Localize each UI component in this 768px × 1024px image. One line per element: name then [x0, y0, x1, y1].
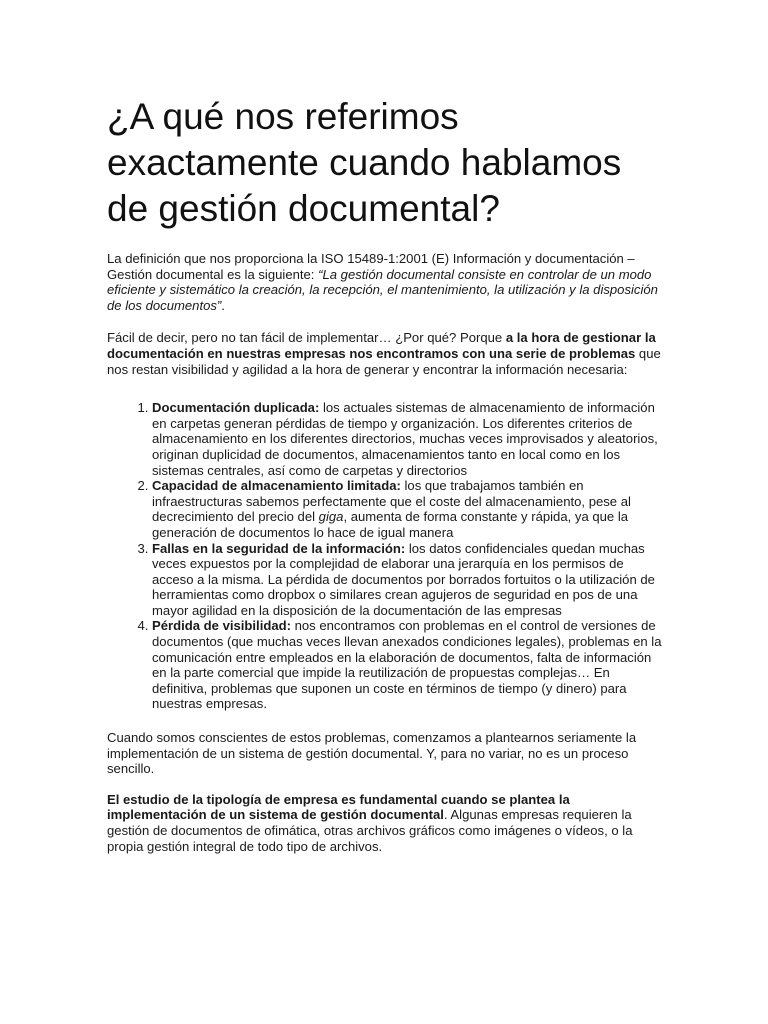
intro-paragraph [107, 251, 663, 313]
list-item-heading: Pérdida de visibilidad: [152, 618, 291, 634]
list-item-heading: Fallas en la seguridad de la información: [152, 540, 406, 556]
problems-paragraph [107, 330, 663, 377]
problems-list [107, 400, 663, 712]
problems-lead: Fácil de decir, pero no tan fácil de implementar… ¿Por qué? Porque [107, 330, 506, 346]
intro-end: . [221, 297, 225, 313]
iso-definition-quote: “La gestión documental consiste en controlar de un modo eficiente y sistemático la creación, la recepción, el mantenimiento, la utilización y la disposición de los documentos” [107, 266, 658, 313]
list-item-heading: Capacidad de almacenamiento limitada: [152, 478, 401, 494]
list-item-italic: giga [318, 509, 344, 525]
list-item [152, 541, 663, 619]
problems-tail: que nos restan visibilidad y agilidad a la hora de generar y encontrar la información necesaria: [107, 345, 661, 377]
document-page [107, 94, 663, 854]
list-item-text: los que trabajamos también en infraestructuras sabemos perfectamente que el coste del almacenamiento, pese al decrecimiento del precio del [152, 478, 631, 525]
page-title: ¿A qué nos referimos exactamente cuando hablamos de gestión documental? [107, 96, 622, 229]
list-item [152, 478, 663, 540]
list-item-text: los datos confidenciales quedan muchas veces expuestos por la complejidad de elaborar una jerarquía en los permisos de acceso a la misma. La pérdida de documentos por borrados fortuitos o la utilización de herramientas como dropbox o similares crean agujeros de seguridad en pos de una mayor agilidad en la disposición de la documentación de las empresas [152, 540, 655, 618]
conclusion-tail: . Algunas empresas requieren la gestión de documentos de ofimática, otras archivos gráficos como imágenes o vídeos, o la propia gestión integral de todo tipo de archivos. [107, 807, 633, 854]
intro-text: La definición que nos proporciona la ISO 15489-1:2001 (E) Información y documentación – Gestión documental es la siguiente: [107, 251, 635, 282]
awareness-paragraph: Cuando somos conscientes de estos problemas, comenzamos a plantearnos seriamente la implementación de un sistema de gestión documental. Y, para no variar, no es un proceso sencillo. [107, 730, 637, 777]
problems-bold: a la hora de gestionar la documentación en nuestras empresas nos encontramos con una serie de problemas [107, 330, 656, 361]
conclusion-bold: El estudio de la tipología de empresa es fundamental cuando se plantea la implementación de un sistema de gestión documental [107, 791, 570, 823]
list-item-text: nos encontramos con problemas en el control de versiones de documentos (que muchas veces llevan anexados condiciones legales), problemas en la comunicación entre empleados en la elaboración de documentos, falta de información en la parte comercial que impide la reutilización de propuestas complejas… En definitiva, problemas que suponen un coste en términos de tiempo (y dinero) para nuestras empresas. [152, 618, 662, 712]
list-item-heading: Documentación duplicada: [152, 400, 320, 416]
list-item-text: los actuales sistemas de almacenamiento de información en carpetas generan pérdidas de tiempo y organización. Los diferentes criterios de almacenamiento en los diferentes directorios, muchas veces improvisados y aleatorios, originan duplicidad de documentos, almacenamientos tanto en local como en los sistemas centrales, así como de carpetas y directorios [152, 400, 658, 478]
conclusion-paragraph [107, 792, 663, 854]
list-item-text-cont: , aumenta de forma constante y rápida, ya que la generación de documentos lo hace de igual manera [152, 509, 629, 540]
list-item [152, 618, 663, 712]
list-item [152, 400, 663, 478]
